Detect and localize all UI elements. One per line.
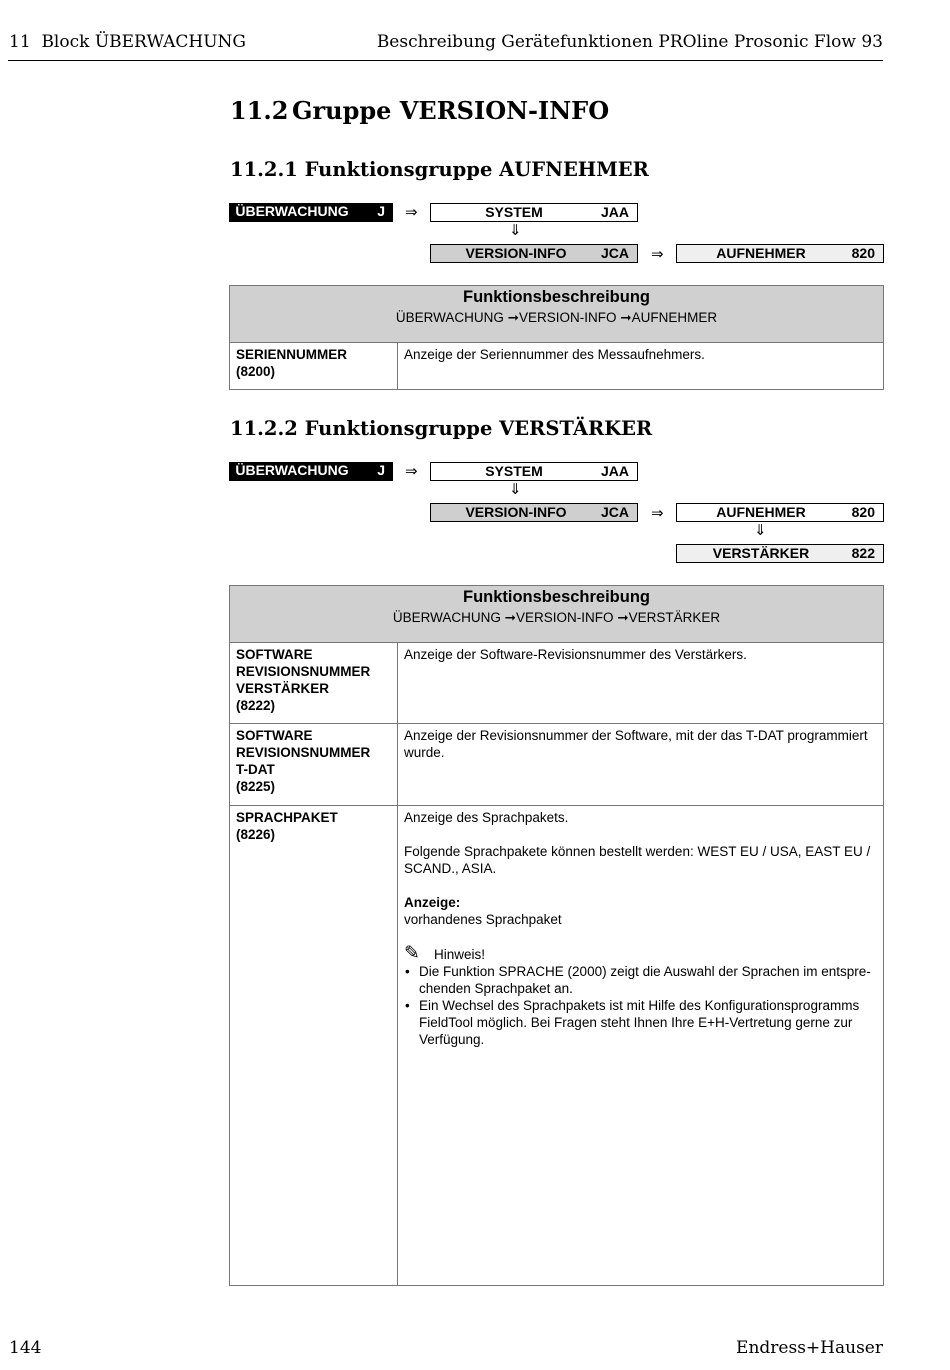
function-code: (8200)	[236, 364, 276, 379]
nav-box-code: JCA	[600, 504, 629, 520]
path-item: AUFNEHMER	[631, 310, 718, 325]
path-item: VERSION-INFO	[515, 610, 614, 625]
nav-box-system	[430, 203, 638, 222]
path-arrow-icon: ➞	[620, 310, 632, 325]
nav-box-ueberwachung	[229, 203, 393, 222]
nav-box-ueberwachung	[229, 462, 393, 481]
function-name	[230, 724, 398, 805]
function-description: Anzeige der Revisionsnummer der Software, mit der das T-DAT programmiert wurde.	[404, 728, 868, 760]
subsection-heading-verstaerker: 11.2.2 Funktionsgruppe VERSTÄRKER	[230, 417, 653, 440]
function-table-path	[230, 310, 883, 326]
arrow-right-icon: ⇒	[405, 204, 418, 221]
function-table-header	[230, 286, 883, 343]
running-header-title: Beschreibung Gerätefunktionen PROline Prosonic Flow 93	[376, 32, 883, 52]
function-name	[230, 806, 398, 1285]
function-name	[230, 343, 398, 389]
nav-box-label: AUFNEHMER	[716, 245, 806, 261]
nav-box-label: SYSTEM	[485, 463, 543, 479]
function-row-sprachpaket	[230, 806, 883, 1285]
nav-box-code: 820	[851, 504, 875, 520]
path-item: VERSION-INFO	[518, 310, 617, 325]
note-title: Hinweis!	[434, 947, 486, 962]
function-table-title: Funktionsbeschreibung	[462, 288, 650, 306]
function-code: (8222)	[236, 698, 276, 713]
nav-box-verstaerker	[676, 544, 884, 563]
function-name-line: REVISIONSNUMMER	[236, 664, 371, 679]
function-name-line: SPRACHPAKET	[236, 810, 338, 825]
nav-box-version-info	[430, 503, 638, 522]
display-label: Anzeige:	[404, 895, 461, 910]
nav-box-label: VERSION-INFO	[465, 504, 567, 520]
description-paragraph: Anzeige des Sprachpakets.	[404, 810, 569, 825]
function-table-verstaerker	[229, 585, 884, 1286]
function-name-line: T-DAT	[236, 762, 275, 777]
display-value: vorhandenes Sprachpaket	[404, 912, 562, 927]
path-item: VERSTÄRKER	[628, 610, 721, 625]
arrow-down-icon: ⇓	[509, 222, 522, 239]
nav-box-label: VERSION-INFO	[465, 245, 567, 261]
nav-box-label: ÜBERWACHUNG	[235, 203, 349, 219]
function-description	[398, 806, 883, 1051]
function-name-line: SERIENNUMMER	[236, 347, 348, 362]
function-description: Anzeige der Software-Revisionsnummer des Verstärkers.	[404, 647, 747, 662]
note-list	[404, 963, 877, 1048]
nav-box-code: JAA	[600, 204, 629, 220]
function-table-header	[230, 586, 883, 643]
section-heading	[230, 96, 609, 125]
pencil-icon: ✎	[404, 943, 420, 964]
nav-box-code: 820	[851, 245, 875, 261]
function-table-path	[230, 610, 883, 626]
function-name-line: VERSTÄRKER	[236, 681, 330, 696]
note-heading	[404, 945, 877, 963]
path-item: ÜBERWACHUNG	[395, 310, 504, 325]
note-bullet: • Ein Wechsel des Sprachpakets ist mit Hilfe des Konfigurationsprogramms FieldTool möglich. Bei Fragen steht Ihnen Ihre E+H-Vertretung gerne zur Verfügung.	[404, 997, 877, 1048]
function-code: (8226)	[236, 827, 276, 842]
arrow-right-icon: ⇒	[405, 463, 418, 480]
path-arrow-icon: ➞	[617, 610, 629, 625]
function-name	[230, 643, 398, 723]
running-header-chapter: 11 Block ÜBERWACHUNG	[9, 32, 247, 52]
nav-box-aufnehmer	[676, 244, 884, 263]
description-paragraph: Folgende Sprachpakete können bestellt werden: WEST EU / USA, EAST EU / SCAND., ASIA.	[404, 844, 871, 876]
nav-box-aufnehmer	[676, 503, 884, 522]
function-row-sw-rev-verstaerker	[230, 643, 883, 724]
arrow-right-icon: ⇒	[651, 505, 664, 522]
display-block	[404, 894, 877, 928]
nav-box-label: AUFNEHMER	[716, 504, 806, 520]
function-description: Anzeige der Seriennummer des Messaufnehmers.	[404, 347, 705, 362]
section-title: Gruppe VERSION-INFO	[292, 96, 610, 125]
nav-box-label: SYSTEM	[485, 204, 543, 220]
function-name-line: REVISIONSNUMMER	[236, 745, 371, 760]
path-arrow-icon: ➞	[507, 310, 519, 325]
function-row-sw-rev-tdat	[230, 724, 883, 806]
note-bullet: • Die Funktion SPRACHE (2000) zeigt die Auswahl der Sprachen im entspre-chenden Sprachpaket an.	[404, 963, 877, 997]
section-number: 11.2	[230, 96, 289, 125]
nav-box-version-info	[430, 244, 638, 263]
header-rule	[8, 60, 883, 61]
path-item: ÜBERWACHUNG	[392, 610, 501, 625]
nav-box-code: J	[377, 203, 385, 219]
subsection-heading-aufnehmer: 11.2.1 Funktionsgruppe AUFNEHMER	[230, 158, 649, 181]
brand-name: Endress+Hauser	[736, 1338, 883, 1358]
page-number: 144	[9, 1338, 42, 1358]
nav-box-code: JAA	[600, 463, 629, 479]
nav-box-label: ÜBERWACHUNG	[235, 462, 349, 478]
nav-box-code: 822	[851, 545, 875, 561]
arrow-right-icon: ⇒	[651, 246, 664, 263]
nav-box-label: VERSTÄRKER	[712, 545, 810, 561]
nav-box-system	[430, 462, 638, 481]
nav-box-code: JCA	[600, 245, 629, 261]
path-arrow-icon: ➞	[504, 610, 516, 625]
function-name-line: SOFTWARE	[236, 728, 313, 743]
arrow-down-icon: ⇓	[754, 522, 767, 539]
function-table-title: Funktionsbeschreibung	[462, 588, 650, 606]
arrow-down-icon: ⇓	[509, 481, 522, 498]
function-code: (8225)	[236, 779, 276, 794]
function-name-line: SOFTWARE	[236, 647, 313, 662]
function-row-seriennummer	[230, 343, 883, 389]
function-table-aufnehmer	[229, 285, 884, 390]
nav-box-code: J	[377, 462, 385, 478]
